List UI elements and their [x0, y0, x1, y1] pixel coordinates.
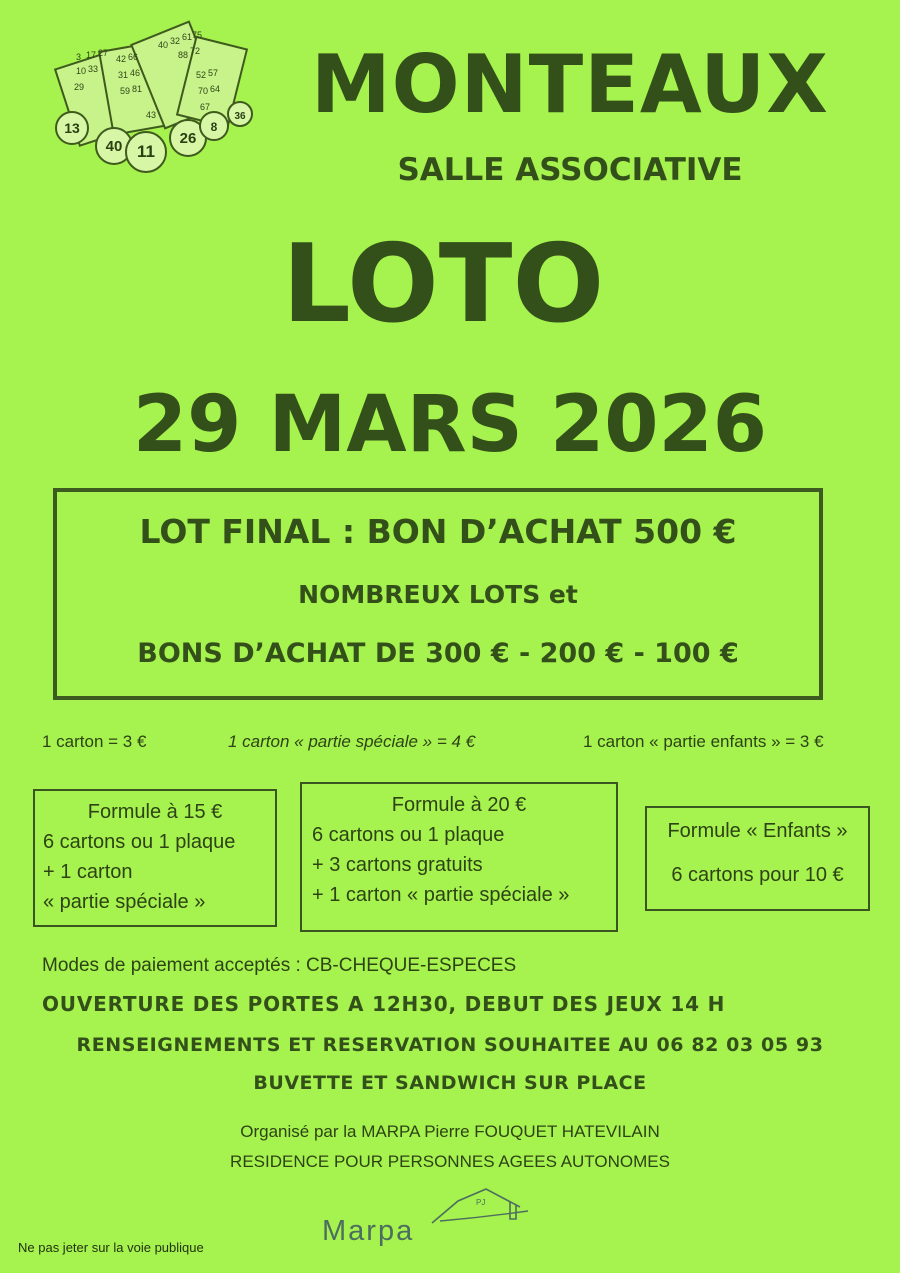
card-number: 72 [190, 46, 201, 56]
marpa-logo-text: Marpa [322, 1215, 415, 1247]
card-number: 29 [74, 82, 85, 92]
ball-number: 36 [234, 111, 246, 122]
event-title: LOTO [282, 222, 605, 347]
price-children: 1 carton « partie enfants » = 3 € [583, 732, 824, 751]
formula-line: « partie spéciale » [43, 891, 206, 913]
reservation-info: RENSEIGNEMENTS ET RESERVATION SOUHAITEE AU 06 82 03 05 93 [76, 1034, 824, 1056]
event-date: 29 MARS 2026 [132, 380, 768, 470]
card-number: 70 [198, 86, 209, 96]
bingo-ball-icon [126, 132, 166, 172]
payment-methods: Modes de paiement acceptés : CB-CHEQUE-ESPECES [42, 955, 517, 976]
card-number: 75 [192, 30, 203, 40]
refreshments: BUVETTE ET SANDWICH SUR PLACE [253, 1072, 647, 1094]
formula-line: + 1 carton « partie spéciale » [312, 884, 570, 906]
card-number: 17 [86, 50, 97, 60]
price-carton: 1 carton = 3 € [42, 732, 147, 751]
card-number: 61 [182, 32, 193, 42]
card-number: 66 [128, 52, 139, 62]
card-number: 57 [208, 68, 219, 78]
card-number: 31 [118, 70, 129, 80]
bingo-ball-icon [56, 112, 88, 144]
bingo-illustration [28, 18, 268, 190]
disposal-notice: Ne pas jeter sur la voie publique [18, 1240, 204, 1255]
card-number: 59 [120, 86, 131, 96]
formula-title: Formule à 20 € [391, 794, 527, 816]
ball-number: 8 [210, 120, 218, 134]
marpa-house-icon [430, 1185, 530, 1225]
bingo-ball-icon [200, 112, 228, 140]
card-number: 10 [76, 66, 87, 76]
vouchers-line: BONS D’ACHAT DE 300 € - 200 € - 100 € [137, 638, 739, 669]
card-number: 33 [88, 64, 99, 74]
card-number: 52 [196, 70, 207, 80]
prize-box [53, 488, 823, 700]
card-number: 67 [200, 102, 211, 112]
formula-line: 6 cartons pour 10 € [671, 864, 844, 886]
town-title: MONTEAUX [311, 38, 829, 131]
residence: RESIDENCE POUR PERSONNES AGEES AUTONOMES [230, 1152, 670, 1171]
card-number: 46 [130, 68, 141, 78]
organizer: Organisé par la MARPA Pierre FOUQUET HATEVILAIN [240, 1122, 660, 1141]
card-number: 88 [178, 50, 189, 60]
card-number: 40 [158, 40, 169, 50]
card-number: 32 [170, 36, 181, 46]
ball-number: 13 [64, 120, 80, 136]
card-number: 64 [210, 84, 221, 94]
doors-opening: OUVERTURE DES PORTES A 12H30, DEBUT DES JEUX 14 H [42, 992, 726, 1016]
formula-line: 6 cartons ou 1 plaque [43, 831, 236, 853]
prizes-line: NOMBREUX LOTS et [298, 580, 578, 609]
formula-children-box [645, 806, 870, 911]
formula-line: 6 cartons ou 1 plaque [312, 824, 505, 846]
venue-subtitle: SALLE ASSOCIATIVE [397, 152, 743, 188]
ball-number: 40 [105, 138, 123, 155]
card-number: 42 [116, 54, 127, 64]
price-special: 1 carton « partie spéciale » = 4 € [228, 732, 476, 751]
ball-number: 26 [179, 130, 197, 147]
card-number: 27 [98, 48, 109, 58]
svg-text:PJ: PJ [476, 1198, 486, 1207]
ball-number: 11 [137, 142, 155, 161]
card-number: 3 [76, 52, 82, 62]
card-number: 43 [146, 110, 157, 120]
formula-title: Formule « Enfants » [667, 820, 848, 842]
formula-20-box [300, 782, 618, 932]
card-number: 81 [132, 84, 143, 94]
formula-title: Formule à 15 € [87, 801, 223, 823]
final-prize-line: LOT FINAL : BON D’ACHAT 500 € [139, 512, 737, 551]
formula-15-box [33, 789, 277, 927]
formula-line: + 1 carton [43, 861, 133, 883]
formula-line: + 3 cartons gratuits [312, 854, 483, 876]
